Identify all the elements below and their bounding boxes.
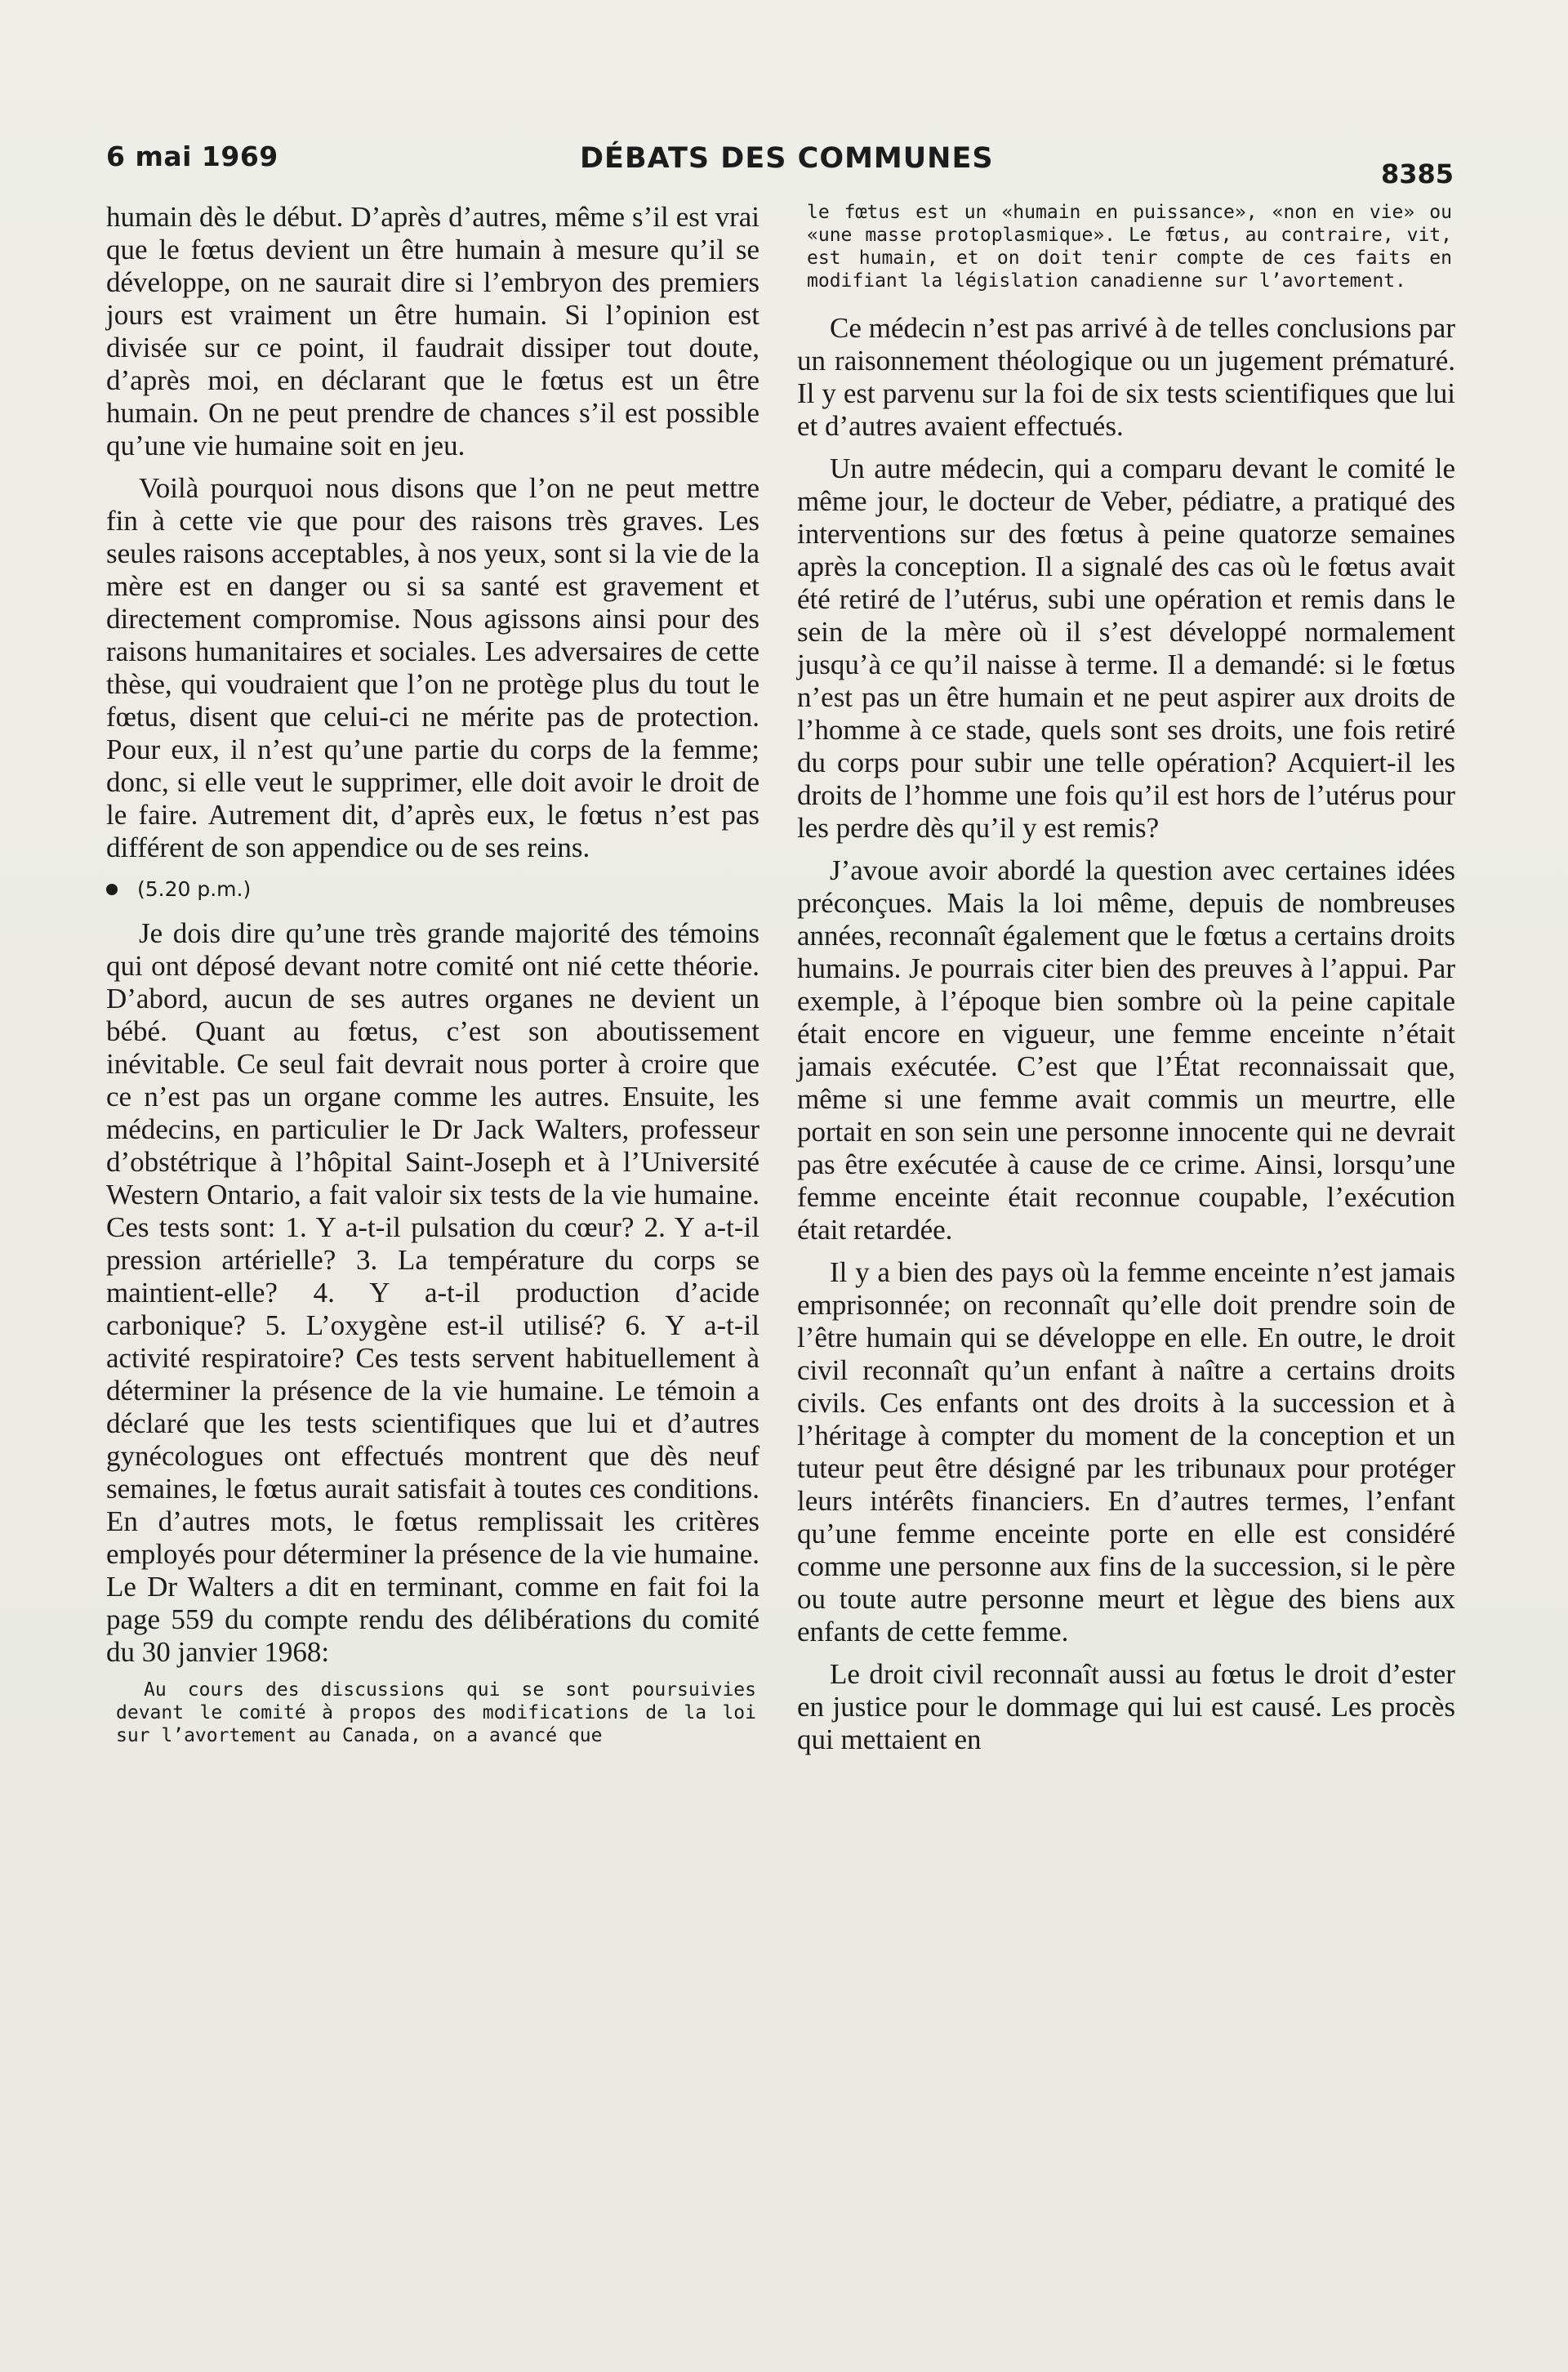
paragraph: Ce médecin n’est pas arrivé à de telles conclusions par un raisonnement théologique ou un jugement prématuré. Il y est parvenu sur la foi de six tests scientifiques que lui et d’autres avaient effectués. [797, 312, 1455, 442]
paragraph: Voilà pourquoi nous disons que l’on ne peut mettre fin à cette vie que pour des raisons très graves. Les seules raisons acceptables, à nos yeux, sont si la vie de la mère est en danger ou si sa santé est gravement et directement compromise. Nous agissons ainsi pour des raisons humanitaires et sociales. Les adversaires de cette thèse, qui voudraient que l’on ne protège plus du tout le fœtus, disent que celui-ci ne mérite pas de protection. Pour eux, il n’est qu’une partie du corps de la femme; donc, si elle veut le supprimer, elle doit avoir le droit de le faire. Autrement dit, d’après eux, le fœtus n’est pas différent de son appendice ou de ses reins. [106, 472, 760, 863]
bullet-icon [106, 884, 118, 895]
paragraph: Le droit civil reconnaît aussi au fœtus le droit d’ester en justice pour le dommage qui lui est causé. Les procès qui mettaient en [797, 1658, 1455, 1755]
block-quote-continued: le fœtus est un «humain en puissance», «non en vie» ou «une masse protoplasmique». Le fœtus, au contraire, vit, est humain, et on doit tenir compte de ces faits en modifiant la législation canadienne sur l’avortement. [807, 202, 1452, 292]
paragraph: J’avoue avoir abordé la question avec certaines idées préconçues. Mais la loi même, depuis de nombreuses années, reconnaît également que le fœtus a certains droits humains. Je pourrais citer bien des preuves à l’appui. Par exemple, à l’époque bien sombre où la peine capitale était encore en vigueur, une femme enceinte n’était jamais exécutée. C’est que l’État reconnaissait que, même si une femme avait commis un meurtre, elle portait en son sein une personne innocente qui ne devrait pas être exécutée à cause de ce crime. Ainsi, lorsqu’une femme enceinte était reconnue coupable, l’exécution était retardée. [797, 854, 1455, 1246]
paragraph: Un autre médecin, qui a comparu devant le comité le même jour, le docteur de Veber, pédiatre, a pratiqué des interventions sur des fœtus à peine quatorze semaines après la conception. Il a signalé des cas où le fœtus avait été retiré de l’utérus, subi une opération et remis dans le sein de la mère où il s’est développé normalement jusqu’à ce qu’il naisse à terme. Il a demandé: si le fœtus n’est pas un être humain et ne peut aspirer aux droits de l’homme à ce stade, quels sont ses droits, une fois retiré du corps pour subir une telle opération? Acquiert-il les droits de l’homme une fois qu’il est hors de l’utérus pour les perdre dès qu’il y est remis? [797, 453, 1455, 844]
time-marker [106, 877, 760, 901]
block-quote: Au cours des discussions qui se sont poursuivies devant le comité à propos des modifications de la loi sur l’avortement au Canada, on a avancé que [116, 1679, 756, 1746]
timestamp-text: (5.20 p.m.) [137, 877, 252, 901]
left-column [106, 201, 760, 1767]
header-title: DÉBATS DES COMMUNES [580, 142, 994, 175]
paragraph: Je dois dire qu’une très grande majorité des témoins qui ont déposé devant notre comité ont nié cette théorie. D’abord, aucun de ses autres organes ne devient un bébé. Quant au fœtus, c’est son aboutissement inévitable. Ce seul fait devrait nous porter à croire que ce n’est pas un organe comme les autres. Ensuite, les médecins, en particulier le Dr Jack Walters, professeur d’obstétrique à l’hôpital Saint-Joseph et à l’Université Western Ontario, a fait valoir six tests de la vie humaine. Ces tests sont: 1. Y a-t-il pulsation du cœur? 2. Y a-t-il pression artérielle? 3. La température du corps se maintient-elle? 4. Y a-t-il production d’acide carbonique? 5. L’oxygène est-il utilisé? 6. Y a-t-il activité respiratoire? Ces tests servent habituellement à déterminer la présence de la vie humaine. Le témoin a déclaré que les tests scientifiques que lui et d’autres gynécologues ont effectués montrent que dès neuf semaines, le fœtus aurait satisfait à toutes ces conditions. En d’autres mots, le fœtus remplissait les critères employés pour déterminer la présence de la vie humaine. Le Dr Walters a dit en terminant, comme en fait foi la page 559 du compte rendu des délibérations du comité du 30 janvier 1968: [106, 917, 760, 1668]
page-number: 8385 [1380, 158, 1454, 189]
page-header [106, 137, 1454, 189]
header-date: 6 mai 1969 [106, 140, 278, 172]
paragraph: humain dès le début. D’après d’autres, même s’il est vrai que le fœtus devient un être humain à mesure qu’il se développe, on ne saurait dire si l’embryon des premiers jours est vraiment un être humain. Si l’opinion est divisée sur ce point, il faudrait dissiper tout doute, d’après moi, en déclarant que le fœtus est un être humain. On ne peut prendre de chances s’il est possible qu’une vie humaine soit en jeu. [106, 201, 760, 461]
paragraph: Il y a bien des pays où la femme enceinte n’est jamais emprisonnée; on reconnaît qu’elle doit prendre soin de l’être humain qui se développe en elle. En outre, le droit civil reconnaît qu’un enfant à naître a certains droits civils. Ces enfants ont des droits à la succession et à l’héritage à compter du moment de la conception et un tuteur peut être désigné par les tribunaux pour protéger leurs intérêts financiers. En d’autres termes, l’enfant qu’une femme enceinte porte en elle est considéré comme une personne aux fins de la succession, si le père ou toute autre personne meurt et lègue des biens aux enfants de cette femme. [797, 1256, 1455, 1647]
right-column [797, 201, 1455, 1766]
